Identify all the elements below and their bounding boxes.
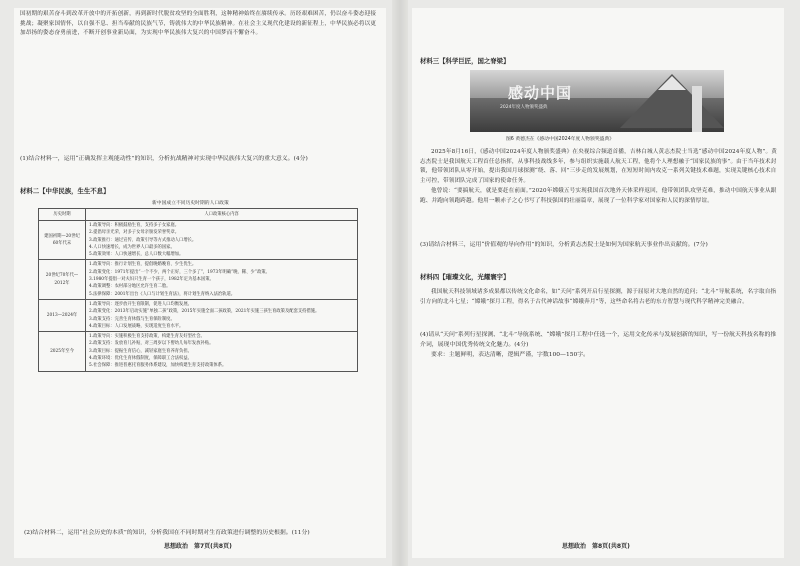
material4-heading: 材料四【璀璨文化，光耀寰宇】 [420,273,510,281]
era-cell: 2025年至今 [39,332,86,371]
question-3 [420,240,778,250]
question-2-text: (2)结合材料二，运用“社会历史的本质”的知识，分析我国在不同时期对生育政策进行调整的历史根据。(11分) [24,530,310,536]
page-footer-right: 思想政治 第8页(共8页) [562,543,630,550]
policy-cell [86,332,358,371]
era-cell: 建国初期—20世纪60年代末 [39,221,86,260]
table-row [39,332,358,371]
question-4-requirement: 要求：主题鲜明，表达清晰，逻辑严谨，字数100—150字。 [431,352,589,358]
material3-heading: 材料三【科学巨匠，国之脊梁】 [420,57,510,65]
material4-paragraph: 我国航天科技领域诸多成果都以传统文化命名，如“天问”系列开启行星探测，源于屈原对大地自然的追问；“北斗”导航系统，名字取自指引方向的北斗七星；“嫦娥”探月工程，得名于古代神话故事“嫦娥奔月”等，这些命名将古老的东方智慧与现代科学精神完美融合。 [420,289,777,305]
page-footer-left: 思想政治 第7页(共8页) [164,543,232,550]
policy-line: 3.1980年提倡一对夫妇只生育一个孩子，1982年定为基本国策。 [89,277,214,283]
material3-body [420,148,778,206]
policy-line: 5.社会保障：推进普惠托育服务体系建设，加快构建生育支持政策体系。 [89,363,227,369]
policy-line: 2.政策变化：1971年提出“一个不少，两个正好，三个多了”，1973年明确“晚、稀、少”政策。 [89,269,270,275]
question-1 [20,154,380,164]
question-4 [420,330,778,360]
question-3-text: (3)请结合材料三，运用“价值观的导向作用”的知识，分析黄志杰院士是如何为国家航天事业作出贡献的。(7分) [420,242,708,248]
material3-paragraph-2: 他曾说：“要搞航天，就是要赶在前面。”2020年嫦娥五号实现我国首次地外天体采样返回，他带领团队攻坚克难，推动中国航天事业从跟跑、并跑向领跑跨越。他用一颗赤子之心书写了科技强国的壮丽篇章，展现了一位科学家对国家和人民的深情厚谊。 [420,187,777,204]
policy-line: 5.政策效果：人口快速增长，总人口数大幅增加。 [89,252,184,258]
policy-line: 3.政策目标：提振生育信心，减轻家庭生育养育负担。 [89,348,192,354]
era-cell: 20世纪70年代—2012年 [39,260,86,299]
binding-gutter [392,0,408,566]
photo-slogan: 2024年度人物颁奖盛典 [500,105,548,110]
policy-line: 3.政策推行：通过宣传、政策引导等方式推动人口增长。 [89,237,197,243]
policy-cell [86,260,358,299]
policy-line: 2.政策变化：2013年启动实施“单独二孩”政策，2015年实施全面二孩政策，2021年实施三孩生育政策及配套支持措施。 [89,309,320,315]
material4-body [420,288,778,307]
photo-snow-cap [658,76,686,90]
table-row [39,260,358,299]
question-4-text: (4)请从“天问”系列行星探测、“北斗”导航系统、“嫦娥”探月工程中任选一个，运用文化传承与发展创新的知识，写一份航天科技名称的推介词，展现中国优秀传统文化魅力。(4分) [420,332,777,348]
policy-line: 2.政策支持：发放育儿补贴，对三周岁以下婴幼儿每年发放补贴。 [89,341,214,347]
question-2 [24,528,376,538]
table-header-row [39,209,358,221]
material2-heading: 材料二【中华民族，生生不息】 [20,187,110,195]
policy-line: 2.提倡母亲光荣，对多子女母亲颁发荣誉奖章。 [89,230,180,236]
question-1-text: (1)结合材料一，运用“正确发挥主观能动性”的知识，分析抗战精神对实现中华民族伟大复兴的重大意义。(4分) [20,156,308,162]
table-caption: 新中国成立不同历史时期的人口政策 [152,201,229,206]
photo-logo-text: 感动中国 [508,84,573,102]
policy-line: 1.政策导向：积极鼓励生育，支持多子女家庭。 [89,223,180,228]
policy-line: 4.政策环境：优化生育休假制度，保障职工合法权益。 [89,356,192,362]
table-row [39,221,358,260]
policy-line: 3.政策支持：完善生育休假与生育保险制度。 [89,316,175,322]
policy-line: 5.法律保障：2001年出台《人口与计划生育法》，将计划生育纳入法治轨道。 [89,291,236,297]
photo-building [692,86,702,132]
photo-caption: 图6 黄德杰在《感动中国2024年度人物颁奖盛典》 [506,137,614,142]
policy-line: 1.政策导向：实施积极生育支持政策，构建生育友好型社会。 [89,334,205,340]
right-page [412,8,784,558]
policy-cell [86,221,358,260]
table-row [39,299,358,331]
header-era: 历史时期 [39,209,86,221]
header-policy: 人口政策核心内容 [86,209,358,221]
intro-paragraph [20,10,380,39]
left-page [14,8,386,558]
policy-line: 4.政策目标：人口发展战略，实现适度生育水平。 [89,323,184,329]
policy-line: 4.政策调整：农村部分地区允许生育二胎。 [89,284,171,290]
policy-line: 1.政策导向：逐步放开生育限制，促进人口均衡发展。 [89,301,192,307]
policy-line: 1.政策导向：推行计划生育，提倡晚婚晚育、少生优生。 [89,262,197,268]
population-policy-table [38,208,358,372]
era-cell: 2013—2024年 [39,299,86,331]
award-ceremony-photo [470,70,724,132]
policy-line: 4.人口快速增长，成为世界人口最多的国家。 [89,244,175,250]
policy-cell [86,299,358,331]
material3-paragraph-1: 2025年8月16日，《感动中国2024年度人物颁奖盛典》在央视综合频道首播，吉林白城人黄志杰院士当选“感动中国2024年度人物”。黄志杰院士是我国航天工程首任总指挥，从事科技战线多年，参与组织实施载人航天工程，他将个人理想融于“国家民族的事”。由于当年技术封锁，他带领团队从零开始，提出我国月球探测“绕、落、回”三步走的发展规划，在短短时间内攻克一系列关键技术难题，实现关键核心技术自主可控，带领团队完成了国家的使命任务。 [420,149,778,185]
intro-text: 国初期的艰苦奋斗到改革开放中的开拓创新，再到新时代脱贫攻坚的全面胜利，这种精神始终在赓续传承。历经艰难困苦，仍以奋斗姿态迎接挑战；凝聚家国情怀，以自强不息、担当奉献的民族气节，铸就伟大的中华民族精神。在社会主义现代化建设的新征程上，中华民族必将以更加昂扬的姿态奋勇前进，不断开创事业新局面，为实现中华民族伟大复兴的中国梦而不懈奋斗。 [20,11,377,37]
